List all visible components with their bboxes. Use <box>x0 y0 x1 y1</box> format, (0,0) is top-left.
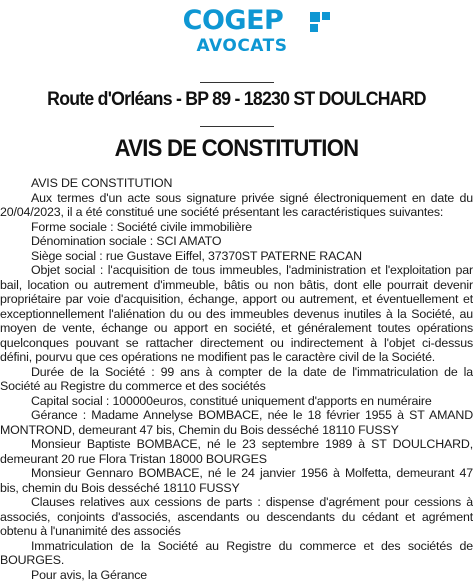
paragraph-objet-social: Objet social : l'acquisition de tous immeubles, l'administration et l'exploitation par bail, location ou autrement d'immeuble, bâtis ou non bâtis, dont elle pourrait devenir propriétaire par voie d'acquisition, échange, apport ou autrement, et éventuellement et exceptionnellement l'aliénation du ou des immeubles devenus inutiles à la Société, au moyen de vente, échange ou apport en société, et généralement toutes opérations quelconques pouvant se rattacher directement ou indirectement à l'objet ci-dessus défini, pourvu que ces opérations ne modifient pas le caractère civil de la Société. <box>0 263 473 364</box>
address-line: Route d'Orléans - BP 89 - 18230 ST DOULCHARD <box>47 89 426 110</box>
top-divider <box>200 82 274 83</box>
paragraph-gennaro: Monsieur Gennaro BOMBACE, né le 24 janvier 1956 à Molfetta, demeurant 47 bis, chemin du Bois desséché 18110 FUSSY <box>0 466 473 495</box>
notice-body <box>0 176 473 582</box>
paragraph-signature: Pour avis, la Gérance <box>31 567 147 582</box>
paragraph-acte: Aux termes d'un acte sous signature privée signé électroniquement en date du 20/04/2023, il a été constitué une société présentant les caractéristiques suivantes: <box>0 190 473 219</box>
paragraph-capital: Capital social : 100000euros, constitué uniquement d'apports en numéraire <box>31 393 432 408</box>
paragraph-gerance: Gérance : Madame Annelyse BOMBACE, née le 18 février 1955 à ST AMAND MONTROND, demeurant 47 bis, Chemin du Bois desséché 18110 FUSSY <box>0 408 473 437</box>
paragraph-immatriculation: Immatriculation de la Société au Registre du commerce et des sociétés de BOURGES. <box>0 538 473 567</box>
paragraph-forme-sociale: Forme sociale : Société civile immobilière <box>31 219 252 234</box>
middle-divider <box>200 126 274 127</box>
body-heading: AVIS DE CONSTITUTION <box>31 176 173 190</box>
logo-squares-icon <box>310 12 332 34</box>
logo-subtitle: AVOCATS <box>196 36 288 56</box>
paragraph-baptiste: Monsieur Baptiste BOMBACE, né le 23 septembre 1989 à ST DOULCHARD, demeurant 20 rue Flora Tristan 18000 BOURGES <box>0 437 473 466</box>
paragraph-denomination: Dénomination sociale : SCI AMATO <box>31 234 222 248</box>
paragraph-duree: Durée de la Société : 99 ans à compter de la date de l'immatriculation de la Société au Registre du commerce et des sociétés <box>0 364 473 393</box>
notice-title: AVIS DE CONSTITUTION <box>114 135 359 162</box>
cogep-logo <box>0 4 473 60</box>
paragraph-clauses: Clauses relatives aux cessions de parts : dispense d'agrément pour cessions à associés, conjoints d'associés, ascendants ou descendants du cédant et agrément obtenu à l'unanimité des associés <box>0 495 473 538</box>
paragraph-siege-social: Siège social : rue Gustave Eiffel, 37370ST PATERNE RACAN <box>31 248 362 263</box>
logo-wordmark: COGEP <box>182 5 284 36</box>
